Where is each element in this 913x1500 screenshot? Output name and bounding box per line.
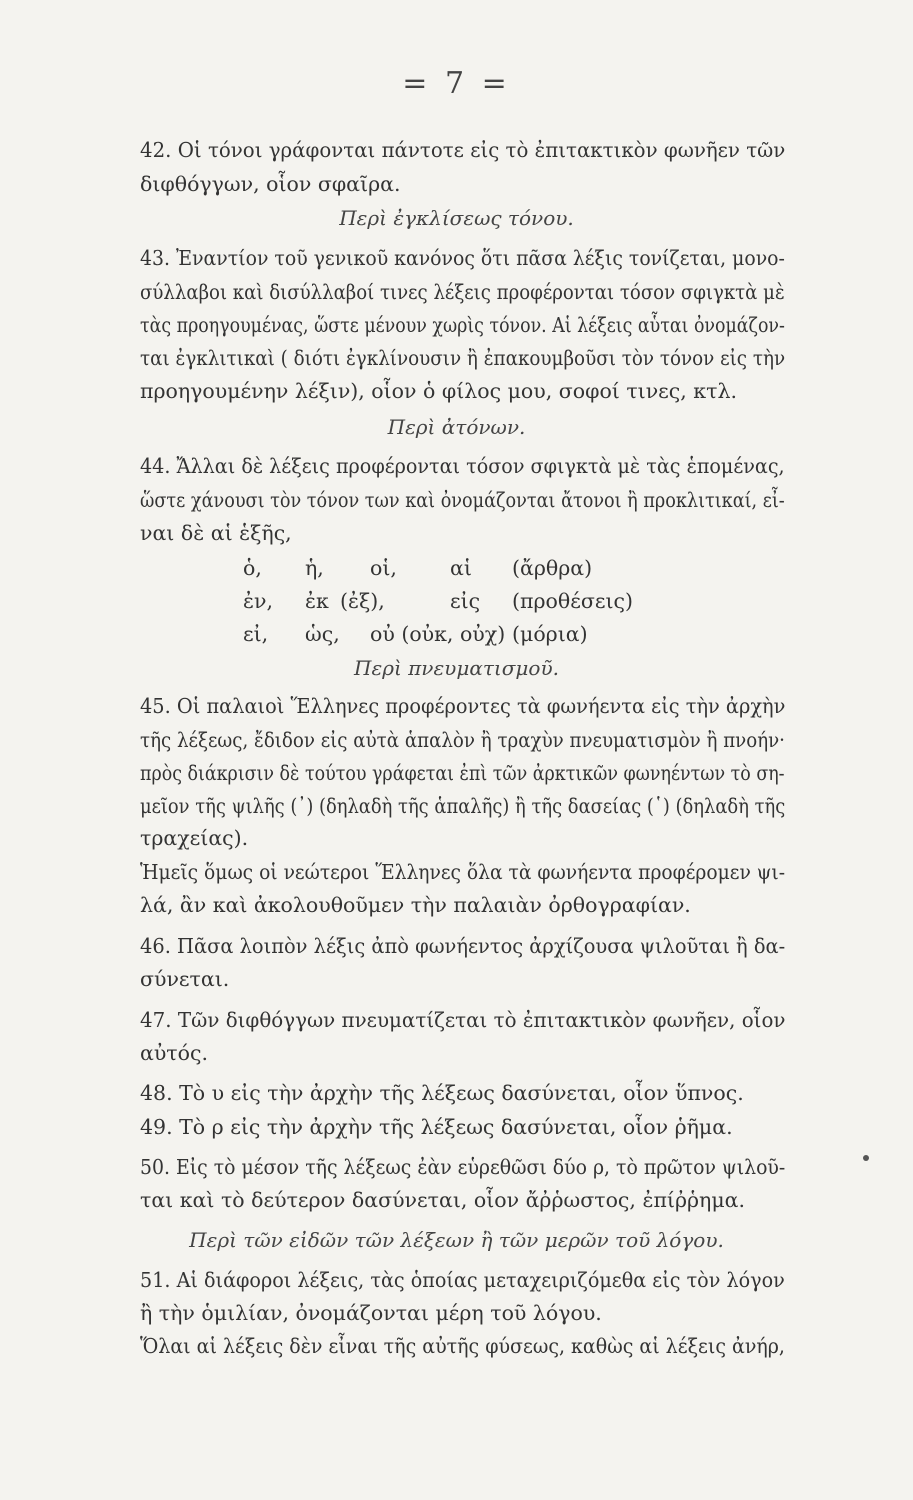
section-heading: Περὶ τῶν εἰδῶν τῶν λέξεων ἢ τῶν μερῶν τοῦ λόγου. <box>189 1228 724 1252</box>
table-cell: ὁ, <box>243 556 262 580</box>
text-line: Ὅλαι αἱ λέξεις δὲν εἶναι τῆς αὐτῆς φύσεως, καθὼς αἱ λέξεις ἀνήρ, <box>140 1334 785 1358</box>
text-line: μεῖον τῆς ψιλῆς (᾿) (δηλαδὴ τῆς ἁπαλῆς) ἢ τῆς δασείας (῾) (δηλαδὴ τῆς <box>140 794 786 818</box>
text-line: τῆς λέξεως, ἔδιδον εἰς αὐτὰ ἁπαλὸν ἢ τραχὺν πνευματισμὸν ἢ πνοήν· <box>140 728 785 752</box>
text-line: Ἡμεῖς ὅμως οἱ νεώτεροι Ἕλληνες ὅλα τὰ φωνήεντα προφέρομεν ψι- <box>140 860 786 884</box>
text-line: προηγουμένην λέξιν), οἷον ὁ φίλος μου, σοφοί τινες, κτλ. <box>140 379 737 403</box>
text-line: τραχείας). <box>140 826 249 850</box>
text-line: 51. Αἱ διάφοροι λέξεις, τὰς ὁποίας μεταχειριζόμεθα εἰς τὸν λόγον <box>140 1268 785 1292</box>
page-number: = 7 = <box>402 66 511 101</box>
text-line: 48. Τὸ υ εἰς τὴν ἀρχὴν τῆς λέξεως δασύνεται, οἷον ὕπνος. <box>140 1081 744 1105</box>
text-line: λά, ἂν καὶ ἀκολουθοῦμεν τὴν παλαιὰν ὀρθογραφίαν. <box>140 893 691 917</box>
text-line: ται ἐγκλιτικαὶ ( διότι ἐγκλίνουσιν ἢ ἐπακουμβοῦσι τὸν τόνον εἰς τὴν <box>140 346 786 370</box>
table-cell: ἐκ <box>305 589 329 613</box>
text-line: 49. Τὸ ρ εἰς τὴν ἀρχὴν τῆς λέξεως δασύνεται, οἷον ῥῆμα. <box>140 1115 733 1139</box>
text-line: τὰς προηγουμένας, ὥστε μένουν χωρὶς τόνον. Αἱ λέξεις αὗται ὀνομάζον- <box>140 313 785 337</box>
text-line: 43. Ἐναντίον τοῦ γενικοῦ κανόνος ὅτι πᾶσα λέξις τονίζεται, μονο- <box>140 246 785 270</box>
table-cell: αἱ <box>450 556 472 580</box>
text-line: ναι δὲ αἱ ἑξῆς, <box>140 521 292 545</box>
text-line: 45. Οἱ παλαιοὶ Ἕλληνες προφέροντες τὰ φωνήεντα εἰς τὴν ἀρχὴν <box>140 694 786 718</box>
table-cell: (προθέσεις) <box>512 589 633 613</box>
table-cell: (μόρια) <box>512 622 588 646</box>
section-heading: Περὶ πνευματισμοῦ. <box>354 656 559 680</box>
text-line: 44. Ἄλλαι δὲ λέξεις προφέρονται τόσον σφιγκτὰ μὲ τὰς ἑπομένας, <box>140 454 785 478</box>
text-line: ὥστε χάνουσι τὸν τόνον των καὶ ὀνομάζονται ἄτονοι ἢ προκλιτικαί, εἶ- <box>140 488 785 512</box>
text-line: ται καὶ τὸ δεύτερον δασύνεται, οἷον ἄῤῥωστος, ἐπίῤῥημα. <box>140 1188 746 1212</box>
table-cell: (ἄρθρα) <box>512 556 593 580</box>
table-cell: οὐ (οὐκ, οὐχ) <box>370 622 506 646</box>
text-line: ἢ τὴν ὁμιλίαν, ὀνομάζονται μέρη τοῦ λόγου. <box>140 1301 602 1325</box>
text-line: αὐτός. <box>140 1041 208 1065</box>
text-line: 47. Τῶν διφθόγγων πνευματίζεται τὸ ἐπιτακτικὸν φωνῆεν, οἷον <box>140 1008 786 1032</box>
text-line: 50. Εἰς τὸ μέσον τῆς λέξεως ἐὰν εὑρεθῶσι δύο ρ, τὸ πρῶτον ψιλοῦ- <box>140 1155 786 1179</box>
table-cell: εἰς <box>450 589 481 613</box>
table-cell: οἱ, <box>370 556 397 580</box>
section-heading: Περὶ ἐγκλίσεως τόνου. <box>339 206 574 230</box>
table-cell: ἡ, <box>305 556 324 580</box>
text-line: σύλλαβοι καὶ δισύλλαβοί τινες λέξεις προφέρονται τόσον σφιγκτὰ μὲ <box>140 280 785 304</box>
table-cell: εἰ, <box>243 622 269 646</box>
ink-speck <box>863 1155 869 1161</box>
table-cell: ὡς, <box>305 622 340 646</box>
table-cell: ἐν, <box>243 589 273 613</box>
text-line: 42. Οἱ τόνοι γράφονται πάντοτε εἰς τὸ ἐπιτακτικὸν φωνῆεν τῶν <box>140 138 786 162</box>
table-cell: (ἐξ), <box>340 589 385 613</box>
section-heading: Περὶ ἀτόνων. <box>387 415 526 439</box>
text-line: 46. Πᾶσα λοιπὸν λέξις ἀπὸ φωνήεντος ἀρχίζουσα ψιλοῦται ἢ δα- <box>140 934 786 958</box>
text-line: σύνεται. <box>140 967 230 991</box>
text-line: πρὸς διάκρισιν δὲ τούτου γράφεται ἐπὶ τῶν ἀρκτικῶν φωνηέντων τὸ ση- <box>140 761 785 785</box>
text-line: διφθόγγων, οἷον σφαῖρα. <box>140 172 401 196</box>
